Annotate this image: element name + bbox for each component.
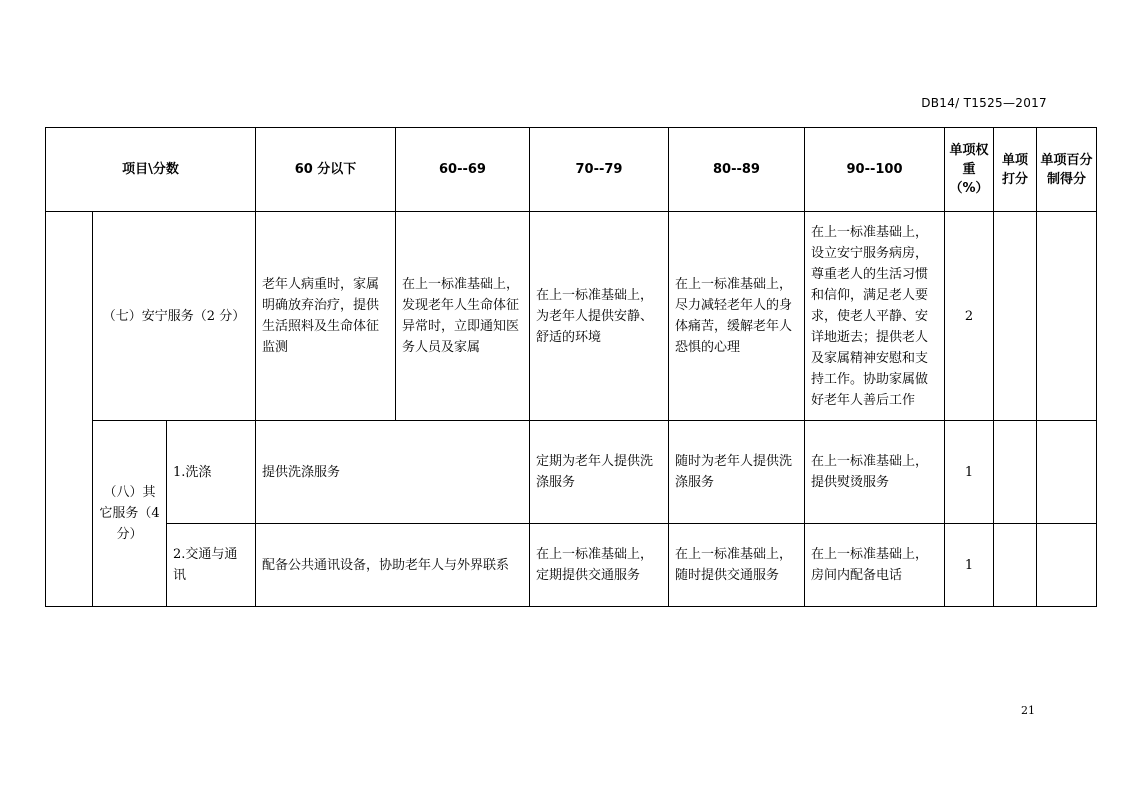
col-header-60-69: 60--69	[396, 128, 530, 212]
cell-laundry-80-89: 随时为老年人提供洗涤服务	[669, 421, 805, 524]
cell-anning-score	[994, 212, 1037, 421]
row-label-anning: （七）安宁服务（2 分）	[93, 212, 256, 421]
row-label-transport: 2.交通与通讯	[167, 524, 256, 607]
col-header-weight: 单项权重（%）	[945, 128, 994, 212]
col-header-score: 单项打分	[994, 128, 1037, 212]
cell-transport-below69: 配备公共通讯设备，协助老年人与外界联系	[256, 524, 530, 607]
table-row-transport	[46, 524, 1097, 607]
cell-laundry-weight: 1	[945, 421, 994, 524]
col-header-80-89: 80--89	[669, 128, 805, 212]
cell-transport-percent-score	[1037, 524, 1097, 607]
cell-laundry-70-79: 定期为老年人提供洗涤服务	[530, 421, 669, 524]
table-row-laundry	[46, 421, 1097, 524]
outer-category-cell	[46, 212, 93, 607]
cell-anning-60-69: 在上一标准基础上，发现老年人生命体征异常时，立即通知医务人员及家属	[396, 212, 530, 421]
col-header-percent-score: 单项百分制得分	[1037, 128, 1097, 212]
scoring-table	[45, 127, 1097, 607]
cell-transport-70-79: 在上一标准基础上，定期提供交通服务	[530, 524, 669, 607]
page-number: 21	[1021, 704, 1035, 717]
standard-code: DB14/ T1525—2017	[921, 96, 1047, 110]
cell-transport-weight: 1	[945, 524, 994, 607]
cell-anning-percent-score	[1037, 212, 1097, 421]
cell-anning-90-100: 在上一标准基础上，设立安宁服务病房，尊重老人的生活习惯和信仰，满足老人要求，使老人平静、安详地逝去；提供老人及家属精神安慰和支持工作。协助家属做好老年人善后工作	[805, 212, 945, 421]
cell-anning-weight: 2	[945, 212, 994, 421]
row-label-laundry: 1.洗涤	[167, 421, 256, 524]
col-header-item: 项目\分数	[46, 128, 256, 212]
cell-laundry-percent-score	[1037, 421, 1097, 524]
header-row	[46, 128, 1097, 212]
cell-transport-score	[994, 524, 1037, 607]
cell-laundry-90-100: 在上一标准基础上，提供熨烫服务	[805, 421, 945, 524]
cell-anning-80-89: 在上一标准基础上，尽力减轻老年人的身体痛苦，缓解老年人恐惧的心理	[669, 212, 805, 421]
table-row-anning	[46, 212, 1097, 421]
col-header-90-100: 90--100	[805, 128, 945, 212]
col-header-70-79: 70--79	[530, 128, 669, 212]
row-label-other-services: （八）其它服务（4 分）	[93, 421, 167, 607]
cell-laundry-score	[994, 421, 1037, 524]
cell-anning-70-79: 在上一标准基础上，为老年人提供安静、舒适的环境	[530, 212, 669, 421]
cell-transport-80-89: 在上一标准基础上，随时提供交通服务	[669, 524, 805, 607]
cell-transport-90-100: 在上一标准基础上，房间内配备电话	[805, 524, 945, 607]
cell-laundry-below69: 提供洗涤服务	[256, 421, 530, 524]
cell-anning-below60: 老年人病重时，家属明确放弃治疗，提供生活照料及生命体征监测	[256, 212, 396, 421]
col-header-below60: 60 分以下	[256, 128, 396, 212]
